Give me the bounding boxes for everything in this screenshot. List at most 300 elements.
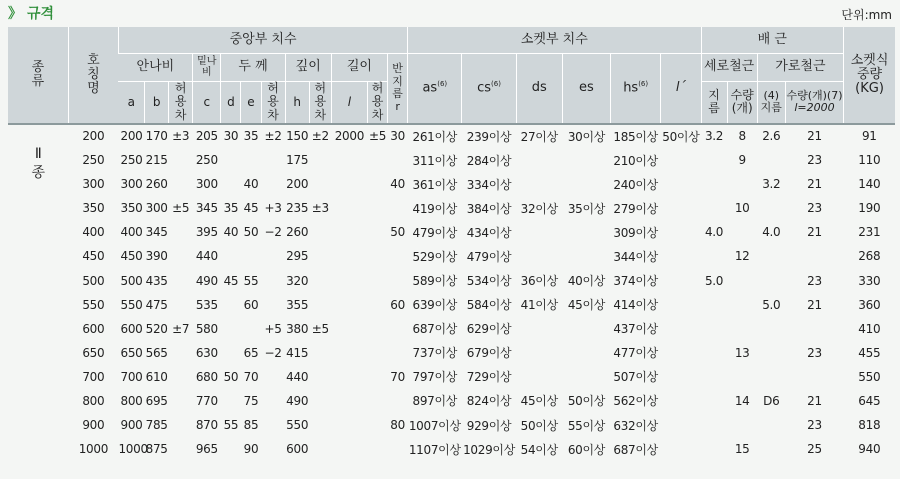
table-cell bbox=[261, 413, 285, 437]
table-cell: 25 bbox=[807, 442, 822, 457]
table-cell bbox=[331, 220, 367, 244]
table-cell: 175 bbox=[286, 153, 309, 168]
table-cell bbox=[309, 341, 331, 365]
table-cell bbox=[562, 317, 610, 341]
table-cell bbox=[757, 341, 785, 365]
table-cell: 1000 bbox=[118, 442, 148, 457]
table-cell: 610 bbox=[145, 369, 168, 384]
table-cell bbox=[169, 389, 193, 413]
table-cell: 800 bbox=[120, 393, 143, 408]
table-cell bbox=[221, 437, 241, 461]
table-cell bbox=[388, 341, 408, 365]
table-cell: 330 bbox=[858, 273, 881, 288]
table-cell: 50이상 bbox=[661, 124, 701, 148]
table-cell: 284이상 bbox=[466, 153, 512, 168]
table-cell: 21 bbox=[807, 297, 822, 312]
col-hs: $hs^{(6)}$ bbox=[611, 53, 661, 124]
unit-label: 단위:mm bbox=[841, 8, 892, 22]
table-cell: 390 bbox=[145, 249, 168, 264]
table-cell bbox=[701, 437, 727, 461]
table-cell: 21 bbox=[785, 124, 843, 148]
table-cell bbox=[727, 220, 757, 244]
table-cell bbox=[661, 389, 701, 413]
table-cell: 4.0 bbox=[704, 225, 724, 240]
table-cell: 279이상 bbox=[613, 201, 658, 216]
table-cell bbox=[261, 244, 285, 268]
table-cell: 797이상 bbox=[412, 370, 458, 385]
table-cell: 300 bbox=[145, 201, 168, 216]
col-es: es bbox=[562, 53, 610, 124]
table-cell bbox=[661, 220, 701, 244]
table-cell bbox=[221, 172, 241, 196]
table-cell: 140 bbox=[858, 177, 881, 192]
table-cell: 440 bbox=[195, 249, 218, 264]
table-cell bbox=[562, 365, 610, 389]
table-cell: 23 bbox=[807, 418, 822, 433]
col-length: 길이 bbox=[331, 53, 387, 81]
table-cell bbox=[727, 268, 757, 292]
table-cell: 85 bbox=[243, 418, 259, 433]
table-cell bbox=[331, 172, 367, 196]
col-socket: 소켓부 치수 bbox=[408, 27, 701, 53]
table-cell: 875 bbox=[145, 442, 168, 457]
table-row bbox=[8, 341, 895, 365]
col-lprime: l´ bbox=[661, 53, 701, 124]
table-cell bbox=[757, 317, 785, 341]
table-cell: 40이상 bbox=[567, 274, 606, 288]
table-cell: 320 bbox=[286, 273, 309, 288]
table-cell: 150 bbox=[285, 124, 309, 148]
table-cell bbox=[331, 389, 367, 413]
table-cell: ±7 bbox=[172, 321, 190, 336]
table-cell bbox=[169, 413, 193, 437]
table-cell: 70 bbox=[243, 369, 259, 384]
col-tol-1: 허 용 차 bbox=[169, 81, 193, 124]
table-cell bbox=[331, 293, 367, 317]
table-cell: 477이상 bbox=[613, 346, 658, 361]
table-row bbox=[8, 220, 895, 244]
table-cell: 45이상 bbox=[567, 298, 606, 313]
table-cell: 550 bbox=[82, 297, 105, 312]
table-cell bbox=[516, 317, 562, 341]
table-cell: 589이상 bbox=[412, 274, 458, 288]
table-cell bbox=[221, 244, 241, 268]
table-cell: 200 bbox=[118, 124, 144, 148]
table-cell: ±5 bbox=[311, 321, 329, 336]
table-cell: 687이상 bbox=[613, 442, 658, 457]
table-cell: 630 bbox=[195, 345, 218, 360]
table-cell bbox=[367, 389, 387, 413]
table-cell bbox=[661, 244, 701, 268]
table-cell bbox=[309, 244, 331, 268]
table-cell: 300 bbox=[120, 177, 143, 192]
col-d: d bbox=[221, 81, 241, 124]
table-cell: 90 bbox=[243, 442, 259, 457]
table-cell: 45이상 bbox=[520, 394, 558, 409]
col-a: a bbox=[118, 81, 144, 124]
table-cell: 345 bbox=[145, 225, 168, 240]
table-cell bbox=[661, 196, 701, 220]
table-cell bbox=[785, 317, 843, 341]
table-cell: +5 bbox=[264, 321, 282, 336]
col-tol-4: 허 용 차 bbox=[367, 81, 387, 124]
table-cell bbox=[516, 148, 562, 172]
table-cell bbox=[516, 220, 562, 244]
table-cell: 23 bbox=[807, 345, 822, 360]
table-cell: 400 bbox=[120, 225, 143, 240]
table-cell: 170 bbox=[145, 124, 169, 148]
table-cell bbox=[562, 341, 610, 365]
table-cell bbox=[331, 196, 367, 220]
table-cell: 680 bbox=[195, 369, 218, 384]
table-cell bbox=[261, 293, 285, 317]
col-depth: 깊이 bbox=[285, 53, 331, 81]
table-cell: 295 bbox=[286, 249, 309, 264]
table-cell bbox=[388, 148, 408, 172]
table-cell bbox=[701, 341, 727, 365]
table-cell: 110 bbox=[858, 153, 881, 168]
table-cell bbox=[661, 341, 701, 365]
table-cell bbox=[727, 293, 757, 317]
table-cell bbox=[516, 341, 562, 365]
table-cell bbox=[661, 413, 701, 437]
table-cell bbox=[169, 172, 193, 196]
table-cell: 344이상 bbox=[613, 249, 658, 264]
chevron-icon: 》 bbox=[8, 6, 19, 22]
table-cell bbox=[367, 220, 387, 244]
table-cell: 361이상 bbox=[412, 177, 458, 192]
table-cell: 479이상 bbox=[466, 249, 512, 264]
table-cell: 41이상 bbox=[520, 298, 558, 313]
table-cell: 415 bbox=[286, 345, 309, 360]
table-cell bbox=[388, 389, 408, 413]
table-row bbox=[8, 172, 895, 196]
table-cell bbox=[367, 196, 387, 220]
table-cell: 40 bbox=[243, 177, 259, 192]
table-cell bbox=[701, 413, 727, 437]
table-cell: 50 bbox=[243, 225, 259, 240]
table-cell bbox=[701, 244, 727, 268]
table-cell bbox=[701, 317, 727, 341]
table-cell: 261이상 bbox=[408, 124, 462, 148]
table-cell: 800 bbox=[82, 393, 105, 408]
table-cell: 15 bbox=[734, 442, 750, 457]
table-cell: 1107이상 bbox=[408, 442, 461, 457]
table-cell bbox=[261, 148, 285, 172]
table-cell: ±5 bbox=[172, 201, 190, 216]
col-as: $as^{(6)}$ bbox=[408, 53, 462, 124]
table-row bbox=[8, 124, 895, 148]
table-cell: 897이상 bbox=[412, 394, 458, 409]
table-cell: 700 bbox=[82, 369, 105, 384]
table-cell: 13 bbox=[734, 345, 750, 360]
table-cell bbox=[516, 172, 562, 196]
table-cell: D6 bbox=[763, 393, 780, 408]
col-qty-2: 수량(개)(7) l=2000 bbox=[785, 81, 843, 124]
table-cell: 700 bbox=[120, 369, 143, 384]
table-cell bbox=[169, 268, 193, 292]
table-cell: 3.2 bbox=[701, 124, 727, 148]
table-cell: 580 bbox=[195, 321, 218, 336]
spec-table bbox=[8, 27, 895, 461]
table-cell: 91 bbox=[844, 124, 895, 148]
table-cell: 4.0 bbox=[762, 225, 781, 240]
table-cell: 23 bbox=[807, 201, 822, 216]
table-cell: 650 bbox=[82, 345, 105, 360]
table-cell bbox=[261, 172, 285, 196]
table-cell bbox=[727, 413, 757, 437]
table-cell: ±5 bbox=[367, 124, 387, 148]
table-cell: 5.0 bbox=[704, 273, 724, 288]
table-cell bbox=[388, 244, 408, 268]
table-cell: 639이상 bbox=[412, 298, 458, 313]
table-row bbox=[8, 389, 895, 413]
table-cell bbox=[701, 196, 727, 220]
table-cell bbox=[757, 268, 785, 292]
table-cell bbox=[367, 244, 387, 268]
table-cell bbox=[757, 365, 785, 389]
table-cell: 35 bbox=[223, 201, 239, 216]
table-cell bbox=[785, 244, 843, 268]
table-cell: 529이상 bbox=[412, 249, 458, 264]
table-cell: 32이상 bbox=[520, 201, 558, 216]
table-cell bbox=[169, 244, 193, 268]
table-cell bbox=[562, 220, 610, 244]
table-cell bbox=[309, 365, 331, 389]
table-cell bbox=[757, 413, 785, 437]
table-cell: 475 bbox=[145, 297, 168, 312]
table-cell: 23 bbox=[807, 273, 822, 288]
table-cell bbox=[727, 365, 757, 389]
col-l: l bbox=[331, 81, 367, 124]
table-cell: 231 bbox=[858, 225, 881, 240]
table-cell: 679이상 bbox=[466, 346, 512, 361]
col-cs: $cs^{(6)}$ bbox=[462, 53, 516, 124]
col-kind: 종 류 bbox=[8, 27, 68, 124]
table-cell: 629이상 bbox=[466, 322, 512, 337]
table-cell: 2000 bbox=[331, 124, 367, 148]
col-diam: 지 름 bbox=[701, 81, 727, 124]
table-cell: 21 bbox=[807, 225, 822, 240]
table-cell: 55 bbox=[243, 273, 259, 288]
col-bottom-width: 밑나비 bbox=[193, 53, 221, 81]
table-cell bbox=[241, 317, 261, 341]
table-cell: 550 bbox=[286, 418, 309, 433]
table-cell: 300 bbox=[82, 177, 105, 192]
table-cell: 50이상 bbox=[567, 394, 606, 409]
table-cell bbox=[331, 413, 367, 437]
col-thickness: 두 께 bbox=[221, 53, 285, 81]
table-cell: 818 bbox=[858, 418, 881, 433]
table-cell: 650 bbox=[120, 345, 143, 360]
table-cell bbox=[309, 389, 331, 413]
col-h: h bbox=[285, 81, 309, 124]
col-center: 중앙부 치수 bbox=[118, 27, 407, 53]
table-cell bbox=[169, 293, 193, 317]
table-cell bbox=[309, 437, 331, 461]
table-cell: 14 bbox=[734, 393, 750, 408]
table-cell: 384이상 bbox=[466, 201, 512, 216]
table-cell bbox=[331, 148, 367, 172]
table-cell: 500 bbox=[82, 273, 105, 288]
table-cell: 490 bbox=[195, 273, 218, 288]
table-row bbox=[8, 148, 895, 172]
table-cell: 440 bbox=[286, 369, 309, 384]
table-cell: 21 bbox=[807, 177, 822, 192]
table-cell: 414이상 bbox=[613, 298, 658, 313]
table-cell: 60 bbox=[243, 297, 259, 312]
table-row bbox=[8, 317, 895, 341]
table-row bbox=[8, 244, 895, 268]
table-row bbox=[8, 437, 895, 461]
table-cell: 30 bbox=[221, 124, 241, 148]
table-cell bbox=[261, 268, 285, 292]
table-cell: 550 bbox=[120, 297, 143, 312]
col-radius: 반 지 름 r bbox=[388, 53, 408, 124]
table-cell bbox=[388, 196, 408, 220]
table-cell: 250 bbox=[195, 153, 218, 168]
table-cell: 535 bbox=[195, 297, 218, 312]
table-cell bbox=[701, 172, 727, 196]
table-cell bbox=[516, 244, 562, 268]
table-cell: 1000 bbox=[78, 442, 109, 457]
table-cell bbox=[661, 293, 701, 317]
table-cell: 250 bbox=[82, 153, 105, 168]
table-cell: 50 bbox=[390, 225, 405, 240]
table-cell: 520 bbox=[145, 321, 168, 336]
table-cell: 1007이상 bbox=[408, 418, 461, 433]
col-b: b bbox=[145, 81, 169, 124]
table-cell: 70 bbox=[390, 369, 405, 384]
col-nominal: 호 칭 명 bbox=[68, 27, 118, 124]
table-cell bbox=[757, 244, 785, 268]
table-cell: 185이상 bbox=[611, 124, 661, 148]
table-cell: 435 bbox=[145, 273, 168, 288]
col-tol-2: 허 용 차 bbox=[261, 81, 285, 124]
table-row bbox=[8, 365, 895, 389]
table-cell: 268 bbox=[858, 249, 881, 264]
table-cell: 200 bbox=[286, 177, 309, 192]
table-cell bbox=[388, 317, 408, 341]
section-header bbox=[8, 2, 54, 24]
table-cell bbox=[309, 148, 331, 172]
table-cell: 345 bbox=[195, 201, 218, 216]
table-cell: 235 bbox=[286, 201, 309, 216]
table-cell bbox=[701, 148, 727, 172]
table-cell bbox=[331, 244, 367, 268]
table-cell bbox=[169, 220, 193, 244]
table-cell: ±2 bbox=[261, 124, 285, 148]
table-cell: 350 bbox=[82, 201, 105, 216]
table-cell: 205 bbox=[193, 124, 221, 148]
table-cell: 565 bbox=[145, 345, 168, 360]
col-ds: ds bbox=[516, 53, 562, 124]
table-cell: 632이상 bbox=[613, 418, 658, 433]
table-cell bbox=[562, 244, 610, 268]
table-cell: 355 bbox=[286, 297, 309, 312]
table-cell bbox=[757, 196, 785, 220]
table-cell: 27이상 bbox=[516, 124, 562, 148]
table-cell: 9 bbox=[738, 153, 746, 168]
table-cell: 30이상 bbox=[562, 124, 610, 148]
table-cell: 507이상 bbox=[613, 370, 658, 385]
table-cell bbox=[169, 341, 193, 365]
table-cell: 900 bbox=[120, 418, 143, 433]
table-cell: ±3 bbox=[311, 201, 329, 216]
table-cell: 21 bbox=[807, 393, 822, 408]
table-cell: 450 bbox=[120, 249, 143, 264]
table-cell: 35 bbox=[241, 124, 261, 148]
table-cell: 437이상 bbox=[613, 322, 658, 337]
table-cell: 410 bbox=[858, 321, 881, 336]
table-cell bbox=[331, 341, 367, 365]
table-cell: 3.2 bbox=[762, 177, 781, 192]
table-row bbox=[8, 268, 895, 292]
table-cell bbox=[785, 365, 843, 389]
table-cell: 200 bbox=[68, 124, 118, 148]
table-cell bbox=[757, 148, 785, 172]
section-title: 규격 bbox=[27, 6, 55, 22]
table-cell bbox=[241, 244, 261, 268]
table-cell: 929이상 bbox=[466, 418, 512, 433]
table-cell bbox=[701, 365, 727, 389]
table-cell: 54이상 bbox=[520, 442, 558, 457]
table-cell: 10 bbox=[734, 201, 750, 216]
table-cell bbox=[309, 172, 331, 196]
table-cell: 45 bbox=[243, 201, 259, 216]
table-cell bbox=[261, 389, 285, 413]
table-cell: 695 bbox=[145, 393, 168, 408]
table-cell bbox=[367, 293, 387, 317]
table-cell: 239이상 bbox=[462, 124, 516, 148]
table-cell bbox=[309, 293, 331, 317]
table-cell: 534이상 bbox=[466, 274, 512, 288]
table-cell bbox=[331, 437, 367, 461]
table-cell bbox=[169, 365, 193, 389]
table-cell: 36이상 bbox=[520, 274, 558, 288]
table-cell: 785 bbox=[145, 418, 168, 433]
table-cell bbox=[309, 220, 331, 244]
table-cell: 562이상 bbox=[613, 394, 658, 409]
table-cell bbox=[562, 148, 610, 172]
table-cell: 500 bbox=[120, 273, 143, 288]
table-cell: 600 bbox=[82, 321, 105, 336]
table-cell: 400 bbox=[82, 225, 105, 240]
table-cell bbox=[661, 172, 701, 196]
table-cell: 12 bbox=[734, 249, 750, 264]
table-cell: 450 bbox=[82, 249, 105, 264]
table-cell: 60이상 bbox=[567, 442, 606, 457]
table-cell: 940 bbox=[858, 442, 881, 457]
col-vert-rebar: 세로철근 bbox=[701, 53, 757, 81]
table-cell: 215 bbox=[145, 153, 168, 168]
table-cell bbox=[562, 172, 610, 196]
table-cell: 210이상 bbox=[613, 153, 658, 168]
table-cell: 240이상 bbox=[613, 177, 658, 192]
table-cell: 250 bbox=[120, 153, 143, 168]
col-diam-2: (4) 지름 bbox=[757, 81, 785, 124]
table-cell bbox=[309, 413, 331, 437]
table-cell: 870 bbox=[195, 418, 218, 433]
col-horiz-rebar: 가로철근 bbox=[757, 53, 843, 81]
col-inner-width: 안나비 bbox=[118, 53, 192, 81]
table-cell: 8 bbox=[727, 124, 757, 148]
table-cell bbox=[367, 413, 387, 437]
table-cell: 584이상 bbox=[466, 298, 512, 313]
table-cell bbox=[388, 268, 408, 292]
table-cell bbox=[661, 317, 701, 341]
table-cell: 311이상 bbox=[412, 153, 458, 168]
